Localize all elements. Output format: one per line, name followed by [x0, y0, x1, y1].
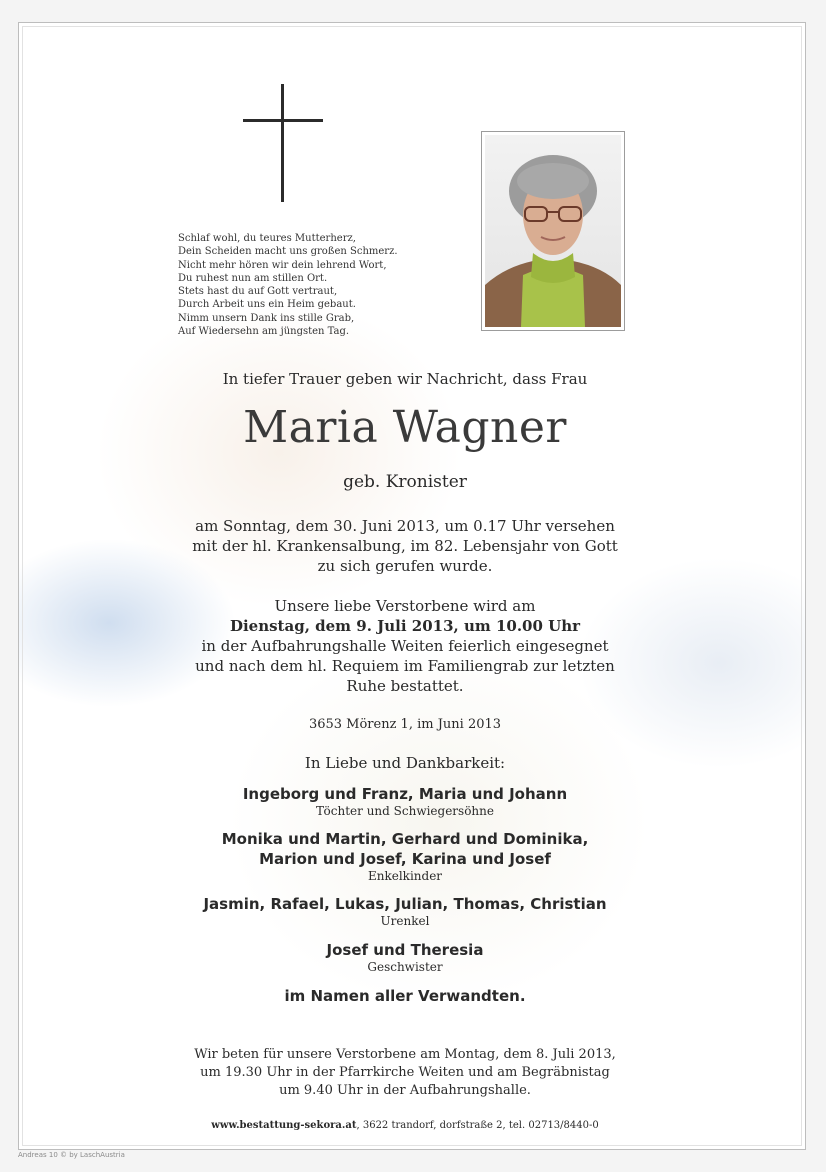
- death-notice-line: am Sonntag, dem 30. Juni 2013, um 0.17 Uhr versehen: [195, 517, 615, 535]
- poem-line: Nicht mehr hören wir dein lehrend Wort,: [178, 259, 387, 271]
- intro-text: In tiefer Trauer geben wir Nachricht, dass Frau: [222, 370, 588, 388]
- deceased-name: Maria Wagner: [243, 402, 567, 453]
- poem-line: Auf Wiedersehn am jüngsten Tag.: [178, 326, 350, 338]
- funeral-line: in der Aufbahrungshalle Weiten feierlich eingesegnet: [201, 637, 609, 655]
- poem-line: Durch Arbeit uns ein Heim gebaut.: [178, 299, 356, 311]
- mourner-names: Ingeborg und Franz, Maria und Johann: [242, 785, 568, 803]
- death-notice-line: zu sich gerufen wurde.: [317, 557, 493, 575]
- obituary-card: [18, 22, 806, 1150]
- funeral-line: Unsere liebe Verstorbene wird am: [274, 597, 536, 615]
- mourner-names: Marion und Josef, Karina und Josef: [259, 850, 551, 868]
- death-notice-line: mit der hl. Krankensalbung, im 82. Lebensjahr von Gott: [192, 537, 618, 555]
- funeral-line: Ruhe bestattet.: [346, 677, 464, 695]
- mourner-group: [120, 894, 690, 928]
- poem-line: Schlaf wohl, du teures Mutterherz,: [178, 233, 356, 244]
- poem-line: Nimm unsern Dank ins stille Grab,: [178, 312, 355, 324]
- mourner-relation: Urenkel: [380, 914, 430, 928]
- mourner-group: [120, 940, 690, 974]
- funeral-date: Dienstag, dem 9. Juli 2013, um 10.00 Uhr: [229, 617, 581, 635]
- mourner-group: [120, 784, 690, 818]
- cross-icon: [243, 84, 323, 202]
- mourner-group: [120, 829, 690, 883]
- funeral-line: und nach dem hl. Requiem im Familiengrab zur letzten: [195, 657, 615, 675]
- funeral-notice: [120, 596, 690, 696]
- place-date: 3653 Mörenz 1, im Juni 2013: [308, 717, 502, 732]
- mourner-relation: Enkelkinder: [367, 869, 443, 883]
- all-relatives: im Namen aller Verwandten.: [284, 987, 526, 1005]
- portrait-photo: [481, 131, 625, 331]
- prayer-line: um 9.40 Uhr in der Aufbahrungshalle.: [279, 1083, 531, 1098]
- prayer-notice: [120, 1046, 690, 1100]
- poem-line: Stets hast du auf Gott vertraut,: [178, 286, 338, 298]
- website-link[interactable]: www.bestattung-sekora.at: [211, 1120, 357, 1131]
- death-notice: [120, 516, 690, 576]
- portrait-image: [485, 135, 621, 327]
- poem-line: Dein Scheiden macht uns großen Schmerz.: [178, 246, 398, 258]
- poem-line: Du ruhest nun am stillen Ort.: [178, 272, 328, 284]
- mourner-relation: Geschwister: [367, 960, 443, 974]
- mourner-names: Monika und Martin, Gerhard und Dominika,: [221, 830, 589, 848]
- mourner-names: Josef und Theresia: [326, 941, 484, 959]
- scan-credit: Andreas 10 © by LaschAustria: [18, 1151, 125, 1159]
- mourner-relation: Töchter und Schwiegersöhne: [316, 804, 494, 818]
- funeral-home-footer: [120, 1120, 690, 1131]
- memorial-poem: [178, 232, 418, 338]
- maiden-name: geb. Kronister: [343, 472, 467, 492]
- inner-border: [22, 26, 802, 1146]
- prayer-line: Wir beten für unsere Verstorbene am Montag, dem 8. Juli 2013,: [194, 1047, 616, 1062]
- funeral-home-address: , 3622 trandorf, dorfstraße 2, tel. 02713/8440-0: [356, 1120, 599, 1131]
- mourner-names: Jasmin, Rafael, Lukas, Julian, Thomas, Christian: [203, 895, 607, 913]
- prayer-line: um 19.30 Uhr in der Pfarrkirche Weiten und am Begräbnistag: [200, 1065, 610, 1080]
- closing-text: In Liebe und Dankbarkeit:: [304, 754, 506, 772]
